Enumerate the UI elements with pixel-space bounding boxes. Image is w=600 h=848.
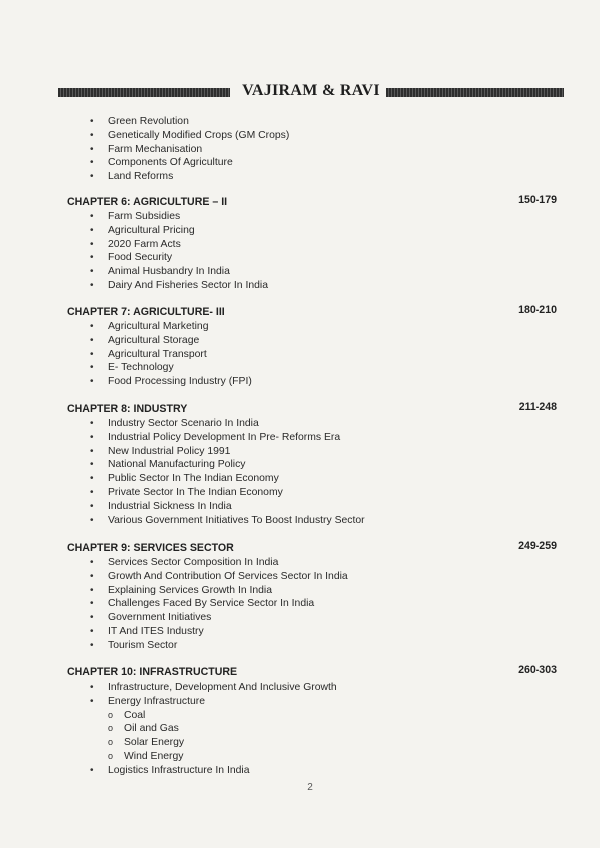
- chapter-pages: 150-179: [518, 194, 557, 206]
- page-number: 2: [307, 782, 313, 793]
- list-item: • Infrastructure, Development And Inclusive Growth: [90, 682, 337, 693]
- list-item: • Genetically Modified Crops (GM Crops): [90, 129, 290, 141]
- chapter-pages: 180-210: [518, 304, 557, 316]
- sub-list-item: o Oil and Gas: [108, 723, 179, 735]
- chapter-10-topics: [0, 681, 600, 778]
- chapter-7-heading: [67, 306, 557, 320]
- list-item: • Land Reforms: [90, 171, 174, 183]
- list-item: • National Manufacturing Policy: [90, 459, 246, 471]
- list-item: • Industrial Sickness In India: [90, 500, 232, 512]
- list-item: • IT And ITES Industry: [90, 625, 204, 637]
- list-item: • Private Sector In The Indian Economy: [90, 486, 283, 498]
- list-item: • Industrial Policy Development In Pre- Reforms Era: [90, 431, 341, 443]
- list-item: • Services Sector Composition In India: [90, 557, 279, 568]
- list-item: • Various Government Initiatives To Boost Industry Sector: [90, 514, 365, 526]
- page-header: [58, 83, 564, 101]
- list-item: • Agricultural Transport: [90, 348, 207, 360]
- list-item: • Dairy And Fisheries Sector In India: [90, 279, 268, 291]
- list-item: • Industry Sector Scenario In India: [90, 418, 259, 429]
- header-rule-left: [58, 88, 230, 97]
- list-item: • Logistics Infrastructure In India: [90, 764, 250, 776]
- chapter-pages: 249-259: [518, 540, 557, 552]
- list-item: • Components Of Agriculture: [90, 157, 233, 169]
- list-item: • Agricultural Storage: [90, 334, 200, 346]
- chapter-pages: 260-303: [518, 664, 557, 676]
- list-item: • Green Revolution: [90, 116, 189, 127]
- chapter-title: CHAPTER 10: INFRASTRUCTURE: [67, 666, 238, 678]
- list-item: • 2020 Farm Acts: [90, 238, 181, 250]
- list-item: • Food Processing Industry (FPI): [90, 376, 252, 388]
- chapter-9-heading: [67, 542, 557, 556]
- sub-list-item: o Solar Energy: [108, 737, 185, 749]
- list-item: • Food Security: [90, 252, 173, 264]
- chapter-6-heading: [67, 196, 557, 210]
- list-item: • Challenges Faced By Service Sector In India: [90, 598, 315, 610]
- list-item: • E- Technology: [90, 362, 174, 374]
- list-item: • New Industrial Policy 1991: [90, 445, 231, 457]
- sub-list-item: o Wind Energy: [108, 750, 184, 762]
- chapter-title: CHAPTER 8: INDUSTRY: [67, 403, 188, 415]
- chapter-title: CHAPTER 7: AGRICULTURE- III: [67, 306, 225, 318]
- list-item: • Public Sector In The Indian Economy: [90, 473, 279, 485]
- list-item: • Animal Husbandry In India: [90, 266, 230, 278]
- list-item: • Agricultural Marketing: [90, 321, 209, 332]
- list-item: • Farm Subsidies: [90, 211, 181, 222]
- chapter-8-heading: [67, 403, 557, 417]
- intro-topic-list: [0, 115, 600, 184]
- list-item: • Tourism Sector: [90, 639, 178, 651]
- list-item: • Farm Mechanisation: [90, 143, 203, 155]
- chapter-8-topics: [0, 417, 600, 527]
- brand-title: VAJIRAM & RAVI: [242, 82, 380, 99]
- chapter-title: CHAPTER 9: SERVICES SECTOR: [67, 542, 234, 554]
- chapter-7-topics: [0, 320, 600, 389]
- chapter-6-topics: [0, 210, 600, 293]
- list-item: • Explaining Services Growth In India: [90, 584, 273, 596]
- chapter-9-topics: [0, 556, 600, 653]
- sub-list-item: o Coal: [108, 709, 146, 721]
- chapter-title: CHAPTER 6: AGRICULTURE – II: [67, 196, 228, 208]
- list-item: • Energy Infrastructure: [90, 695, 206, 707]
- chapter-pages: 211-248: [518, 401, 557, 413]
- header-rule-right: [386, 88, 564, 97]
- list-item: • Growth And Contribution Of Services Sector In India: [90, 570, 348, 582]
- chapter-10-heading: [67, 666, 557, 680]
- list-item: • Government Initiatives: [90, 612, 212, 624]
- list-item: • Agricultural Pricing: [90, 224, 195, 236]
